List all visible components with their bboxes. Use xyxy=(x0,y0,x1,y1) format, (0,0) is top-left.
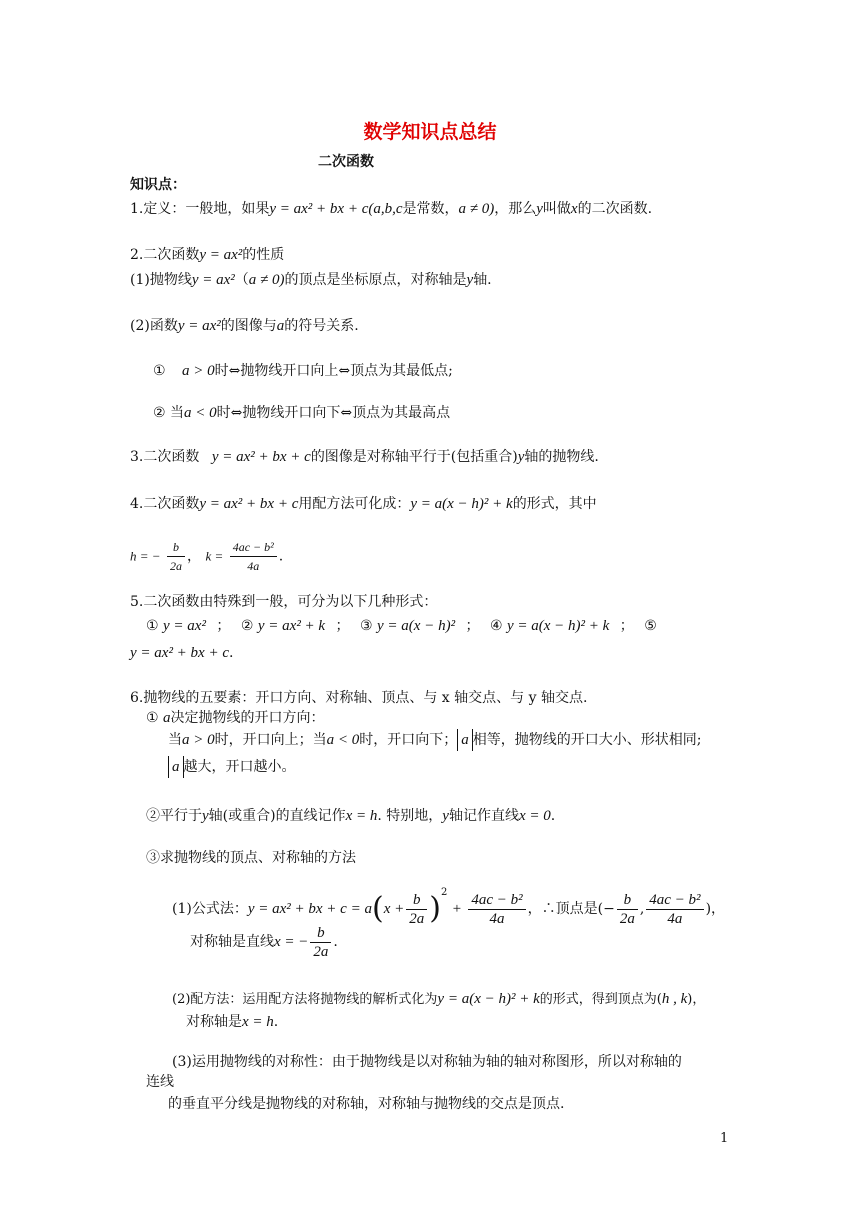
fraction xyxy=(468,891,525,928)
numerator: 4ac − b² xyxy=(468,891,525,910)
text: 顶点为其最低点; xyxy=(350,363,453,379)
paren-close: ) xyxy=(429,891,441,926)
five-elements-line: 6.抛物线的五要素：开口方向、对称轴、顶点、与 x 轴交点、与 y 轴交点. xyxy=(130,690,588,706)
document-title: 数学知识点总结 xyxy=(363,121,497,143)
vertex-method-heading: ③求抛物线的顶点、对称轴的方法 xyxy=(146,850,356,866)
text: ②平行于 xyxy=(146,808,202,824)
formula: y xyxy=(202,808,209,824)
formula: y = a(x − h)² + k xyxy=(437,991,540,1007)
formula: y = ax² xyxy=(191,272,235,288)
formula: y = ax² + bx + c xyxy=(211,449,311,465)
formula: y = ax² + bx + c(a,b,c xyxy=(269,201,403,217)
text: 轴的抛物线. xyxy=(524,449,599,465)
formula: x = h xyxy=(345,808,378,824)
text: 轴(或重合)的直线记作 xyxy=(208,808,346,824)
text: 顶点为其最高点 xyxy=(352,405,451,421)
formula: a ≠ 0) xyxy=(458,201,495,217)
text: 轴. xyxy=(473,272,492,288)
text: 是常数， xyxy=(402,201,459,217)
element-a-line xyxy=(146,708,325,728)
numerator: 4ac − b² xyxy=(646,891,703,910)
text: (2)函数 xyxy=(130,318,178,334)
text: 的图像是对称轴平行于(包括重合) xyxy=(310,449,518,465)
sign-relation-line xyxy=(130,316,359,336)
denominator: 2a xyxy=(619,910,635,927)
fraction xyxy=(230,538,277,575)
opening-size-line xyxy=(168,756,296,778)
text: , xyxy=(639,901,645,917)
text: . 特别地， xyxy=(377,808,443,824)
page-number: 1 xyxy=(720,1131,729,1146)
text: (1)抛物线 xyxy=(130,272,192,288)
circled-number: ③ xyxy=(360,618,373,634)
text: 决定抛物线的开口方向： xyxy=(170,710,325,726)
equivalence-icon: ⇔ xyxy=(340,405,353,421)
text: . xyxy=(229,645,234,661)
fraction xyxy=(406,891,427,928)
formula: y = ax² + k xyxy=(257,618,326,634)
formula: y = a(x − h)² + k xyxy=(506,618,610,634)
formula: a < 0 xyxy=(184,405,217,421)
text: . xyxy=(333,934,338,950)
vertex-line xyxy=(130,270,492,290)
formula: a ≠ 0) xyxy=(248,272,285,288)
equivalence-icon: ⇔ xyxy=(230,405,243,421)
denominator: 4a xyxy=(667,910,683,927)
separator: ； xyxy=(465,618,480,634)
formula: a > 0 xyxy=(182,363,215,379)
formula-method-line xyxy=(172,868,726,927)
circled-number: ① xyxy=(146,710,159,726)
knowledge-heading: 知识点： xyxy=(130,177,186,193)
formula: y = ax² xyxy=(177,318,221,334)
formula: a xyxy=(163,710,171,726)
text: . xyxy=(278,548,284,565)
text: 当 xyxy=(168,732,182,748)
text: ， xyxy=(527,901,542,917)
exponent: 2 xyxy=(440,887,448,898)
text: 的符号关系. xyxy=(284,318,359,334)
text: . xyxy=(550,808,556,824)
section-subtitle: 二次函数 xyxy=(318,154,374,170)
equivalence-icon: ⇔ xyxy=(228,363,241,379)
formula: x xyxy=(570,201,578,217)
case-positive-line xyxy=(153,361,453,381)
absolute-value: a xyxy=(457,729,473,751)
text: 时，开口向上；当 xyxy=(214,732,327,748)
separator: ； xyxy=(216,618,231,634)
circled-number: ② xyxy=(240,618,254,634)
text: 的二次函数. xyxy=(577,201,653,217)
formula: y = a(x − h)² + k xyxy=(410,496,513,512)
denominator: 4a xyxy=(247,559,260,573)
text: ，那么 xyxy=(494,201,537,217)
text: )， xyxy=(687,992,706,1007)
numerator: b xyxy=(617,891,638,910)
formula: y = ax² xyxy=(163,618,206,634)
numerator: b xyxy=(167,538,185,557)
text: 用配方法可化成： xyxy=(298,496,411,512)
text: 3.二次函数 xyxy=(130,449,200,465)
completing-square-method-line xyxy=(172,989,705,1010)
general-form-line xyxy=(130,643,233,663)
formula: x = h xyxy=(242,1014,274,1030)
text: 的形式，其中 xyxy=(512,496,597,512)
text: 抛物线开口向下 xyxy=(242,405,341,421)
text: 轴记作直线 xyxy=(448,808,519,824)
h-k-formula-line xyxy=(130,538,283,575)
fraction xyxy=(310,924,331,961)
formula: y = a(x − h)² xyxy=(377,618,456,634)
text: 的顶点是坐标原点，对称轴是 xyxy=(284,272,467,288)
case-negative-line xyxy=(153,403,450,423)
separator: ； xyxy=(335,618,350,634)
text: 对称轴是 xyxy=(186,1014,242,1030)
text: 时，开口向下； xyxy=(359,732,458,748)
formula: + xyxy=(451,901,462,917)
text: （ xyxy=(234,272,249,288)
numerator: b xyxy=(406,891,427,910)
equivalence-icon: ⇔ xyxy=(338,363,351,379)
circled-number: ① xyxy=(146,618,159,634)
formula: x = − xyxy=(274,934,309,950)
text: 1.定义：一般地，如果 xyxy=(130,201,270,217)
parallel-line-notation xyxy=(146,806,555,826)
axis-formula-line xyxy=(190,920,338,964)
fraction xyxy=(617,891,638,928)
formula: y = ax² + bx + c xyxy=(130,645,229,661)
symmetry-method-line: (3)运用抛物线的对称性：由于抛物线是以对称轴为轴的轴对称图形，所以对称轴的 xyxy=(172,1054,682,1070)
text: )， xyxy=(705,901,726,917)
text: 抛物线开口向上 xyxy=(240,363,339,379)
denominator: 2a xyxy=(313,943,329,960)
circled-number: ④ xyxy=(489,618,503,634)
text: 叫做 xyxy=(542,201,571,217)
text: 对称轴是直线 xyxy=(190,934,274,950)
text: 时 xyxy=(216,405,231,421)
text: 的图像与 xyxy=(220,318,277,334)
formula: y xyxy=(517,449,525,465)
circled-number: ⑤ xyxy=(644,618,657,634)
text: ∴顶点是(− xyxy=(541,901,615,917)
text: 4.二次函数 xyxy=(130,496,200,512)
text: 越大，开口越小。 xyxy=(183,759,296,775)
text: . xyxy=(273,1014,279,1030)
separator: ； xyxy=(619,618,634,634)
text: 相等，抛物线的开口大小、形状相同; xyxy=(472,732,702,748)
square-axis-line xyxy=(186,1012,278,1032)
numerator: b xyxy=(310,924,331,943)
formula: x = 0 xyxy=(518,808,551,824)
denominator: 2a xyxy=(409,910,425,927)
forms-list-line xyxy=(146,616,736,636)
formula: h = − xyxy=(130,548,161,564)
denominator: 2a xyxy=(170,559,182,573)
symmetry-method-conclusion: 的垂直平分线是抛物线的对称轴，对称轴与抛物线的交点是顶点. xyxy=(168,1096,565,1112)
fraction xyxy=(167,538,185,575)
formula: y xyxy=(442,808,449,824)
numerator: 4ac − b² xyxy=(230,538,277,557)
symmetry-method-continued: 连线 xyxy=(146,1074,174,1090)
text: 当 xyxy=(170,405,185,421)
formula: a > 0 xyxy=(182,732,215,748)
paren-open: ( xyxy=(371,891,384,926)
formula: a xyxy=(276,318,285,334)
formula: h , k xyxy=(661,991,688,1007)
text: 的形式，得到顶点为( xyxy=(539,992,662,1007)
text: 时 xyxy=(214,363,229,379)
denominator: 4a xyxy=(489,910,505,927)
formula: y xyxy=(536,201,543,217)
formula: x + xyxy=(383,901,405,917)
text: ， xyxy=(187,548,201,565)
completing-square-line xyxy=(130,494,597,514)
absolute-value: a xyxy=(168,756,184,778)
fraction xyxy=(646,891,703,928)
forms-intro-line: 5.二次函数由特殊到一般，可分为以下几种形式： xyxy=(130,594,438,610)
graph-line xyxy=(130,447,599,467)
opening-direction-line xyxy=(168,729,701,751)
text: 2.二次函数 xyxy=(130,247,200,263)
formula: y = ax² + bx + c xyxy=(199,496,299,512)
formula: y = ax² xyxy=(199,247,243,263)
formula: k = xyxy=(205,548,224,564)
text: 的性质 xyxy=(242,247,285,263)
property-heading xyxy=(130,245,284,265)
formula: y xyxy=(466,272,474,288)
circled-number: ① xyxy=(153,363,166,379)
formula: y = ax² + bx + c = a xyxy=(247,901,372,917)
text: (1)公式法： xyxy=(172,901,248,917)
definition-line xyxy=(130,199,652,219)
text: (2)配方法：运用配方法将抛物线的解析式化为 xyxy=(172,992,438,1007)
formula: a < 0 xyxy=(326,732,360,748)
circled-number: ② xyxy=(153,405,166,421)
